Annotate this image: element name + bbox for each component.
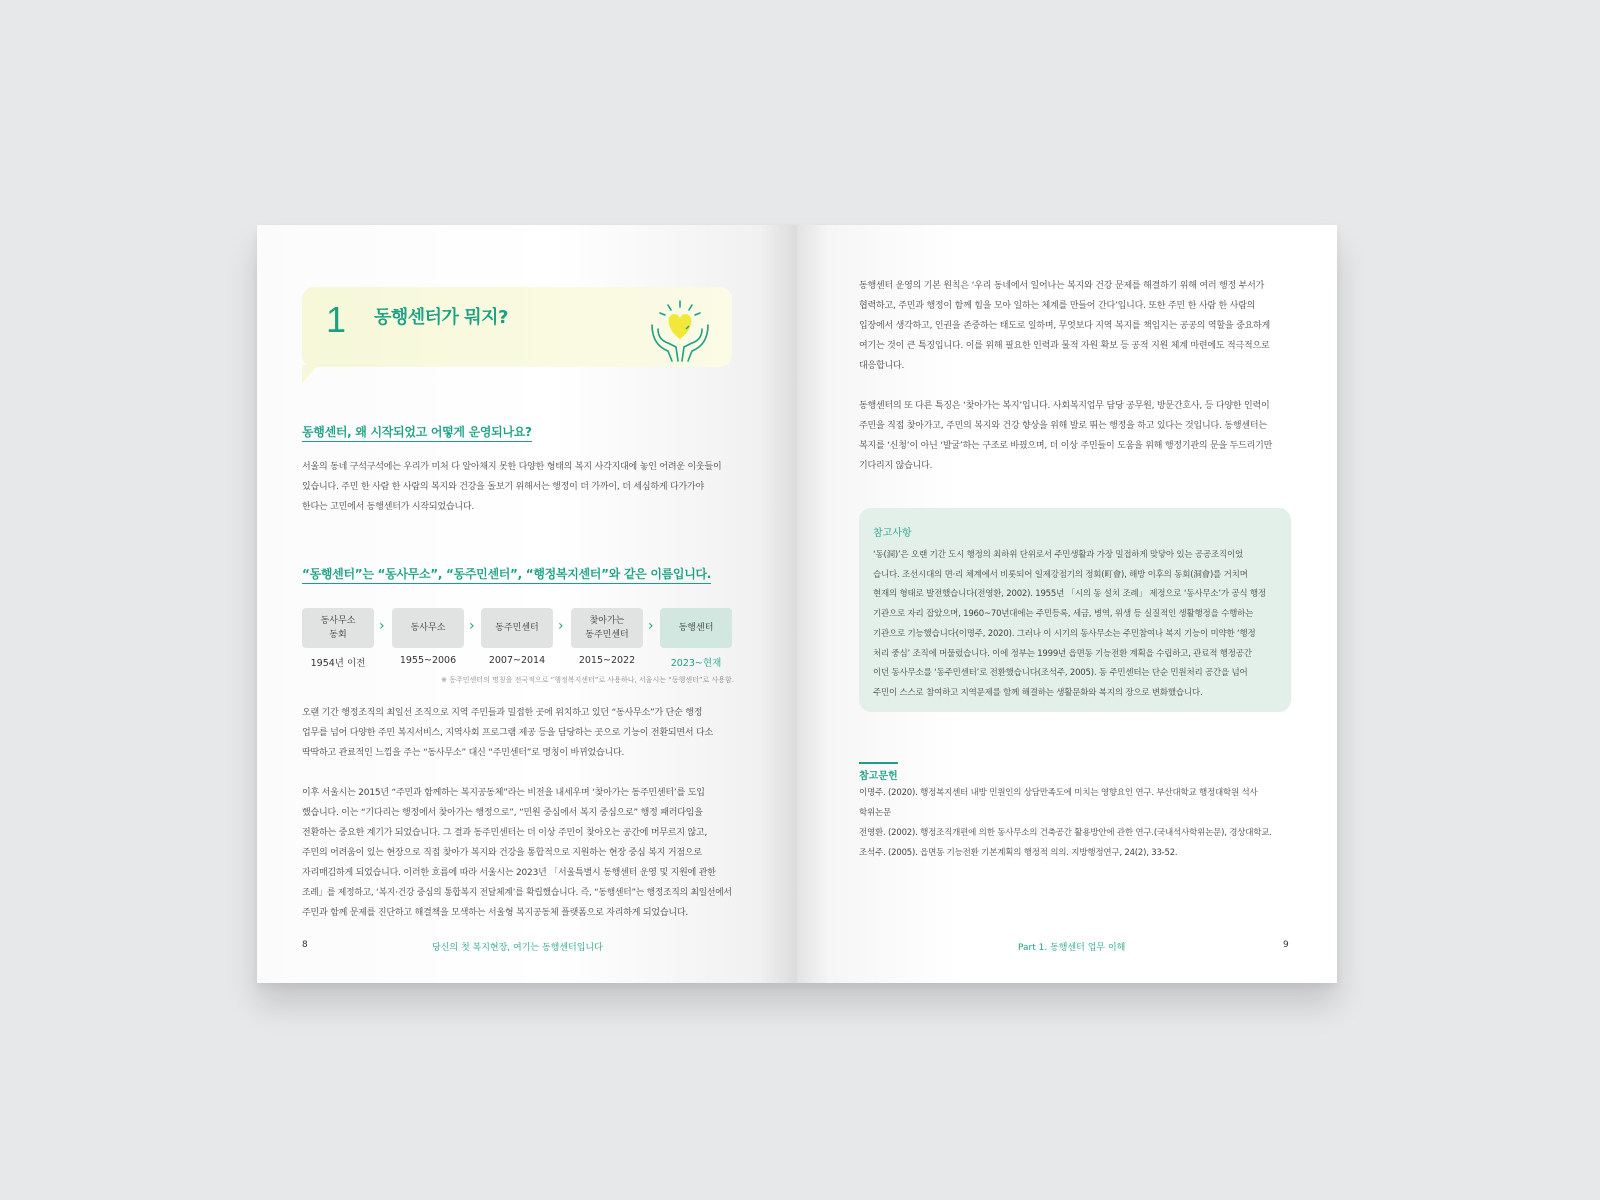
text-line: 기다리지 않습니다. (859, 461, 933, 471)
bibliography-entry: 조석주. (2005). 읍면동 기능전환 기본계획의 행정적 의의. 지방행정연구, 24(2), 33-52. (859, 848, 1178, 858)
text-line: 주민이 스스로 참여하고 지역문제를 함께 해결하는 생활문화와 복지의 장으로 변화했습니다. (873, 687, 1203, 698)
text-line: 서울의 동네 구석구석에는 우리가 미처 다 알아채지 못한 다양한 형태의 복지 사각지대에 놓인 어려운 이웃들이 (302, 462, 722, 472)
bibliography-title: 참고문헌 (859, 762, 898, 782)
text-line: 습니다. 조선시대의 면·리 체계에서 비롯되어 일제강점기의 정회(町會), 해방 이후의 동회(洞會)를 거치며 (873, 569, 1248, 580)
section1-paragraph (302, 457, 732, 517)
text-line: 대응합니다. (859, 361, 905, 371)
text-line: 오랜 기간 행정조직의 최일선 조직으로 지역 주민들과 밀접한 곳에 위치하고 있던 “동사무소”가 단순 행정 (302, 708, 703, 718)
reference-note-box (859, 508, 1291, 712)
timeline-box: 찾아가는 동주민센터 (571, 608, 643, 648)
text-line: 딱딱하고 관료적인 느낌을 주는 “동사무소” 대신 “주민센터”로 명칭이 바뀌었습니다. (302, 748, 625, 758)
chevron-right-icon: › (469, 618, 475, 634)
text-line: 복지를 ‘신청’이 아닌 ‘발굴’하는 구조로 바꿨으며, 더 이상 주민들이 도움을 위해 행정기관의 문을 두드리기만 (859, 441, 1273, 451)
right-page (797, 225, 1337, 983)
text-line: 여기는 것이 큰 특징입니다. 이를 위해 필요한 인력과 물적 자원 확보 등 공적 지원 체계 마련에도 적극적으로 (859, 341, 1270, 351)
history-paragraph-1 (302, 703, 732, 763)
timeline-footnote: ※ 동주민센터의 명칭을 전국적으로 “행정복지센터”로 사용하나, 서울시는 “동행센터”로 사용함. (441, 676, 734, 684)
principle-paragraph (859, 276, 1291, 376)
chevron-right-icon: › (648, 618, 654, 634)
text-line: 있습니다. 주민 한 사람 한 사람의 복지와 건강을 돌보기 위해서는 행정이 더 가까이, 더 세심하게 다가가야 (302, 482, 704, 492)
page-number: 8 (302, 940, 308, 950)
text-line: 입장에서 생각하고, 인권을 존중하는 태도로 일하며, 무엇보다 지역 복지를 책임지는 공공의 역할을 중요하게 (859, 321, 1270, 331)
book-spread (257, 225, 1337, 983)
chapter-header-tail (302, 365, 318, 383)
heart-hands-icon (648, 299, 712, 365)
chevron-right-icon: › (379, 618, 385, 634)
text-line: 한다는 고민에서 동행센터가 시작되었습니다. (302, 502, 475, 512)
text-line: 이던 동사무소를 ‘동주민센터’로 전환했습니다(조석주, 2005). 동 주민센터는 단순 민원처리 공간을 넘어 (873, 668, 1248, 679)
page-number: 9 (1283, 940, 1289, 950)
text-line: ‘동(洞)’은 오랜 기간 도시 행정의 최하위 단위로서 주민생활과 가장 밀접하게 맞닿아 있는 공공조직이었 (873, 550, 1244, 560)
text-line: 현재의 형태로 발전했습니다(전영환, 2002). 1955년 「시의 동 설치 조례」 제정으로 ‘동사무소’가 공식 행정 (873, 589, 1266, 600)
bibliography-entry: 이명주. (2020). 행정복지센터 내방 민원인의 상담만족도에 미치는 영향요인 연구. 부산대학교 행정대학원 석사 (859, 788, 1258, 798)
timeline-box: 동사무소 동회 (302, 608, 374, 648)
timeline-box: 동사무소 (392, 608, 464, 648)
bibliography-entry: 전영환. (2002). 행정조직개편에 의한 동사무소의 건축공간 활용방안에 관한 연구.(국내석사학위논문), 경상대학교. (859, 828, 1272, 838)
text-line: 처리 중심’ 조직에 머물렀습니다. 이에 정부는 1999년 읍면동 기능전환 계획을 수립하고, 관료적 행정공간 (873, 648, 1252, 659)
text-line: 동행센터의 또 다른 특징은 ‘찾아가는 복지’입니다. 사회복지업무 담당 공무원, 방문간호사, 등 다양한 인력이 (859, 401, 1270, 411)
chapter-number: 1 (326, 299, 347, 340)
section-heading-names: “동행센터”는 “동사무소”, “동주민센터”, “행정복지센터”와 같은 이름입니다. (302, 565, 711, 584)
history-paragraph-2 (302, 783, 732, 923)
running-title: 당신의 첫 복지현장, 여기는 동행센터입니다 (432, 943, 603, 953)
bibliography-list (859, 783, 1291, 863)
text-line: 동행센터 운영의 기본 원칙은 ‘우리 동네에서 일어나는 복지와 건강 문제를 해결하기 위해 여러 행정 부서가 (859, 281, 1265, 291)
timeline-year: 1955~2006 (399, 655, 457, 666)
section-heading-origin: 동행센터, 왜 시작되었고 어떻게 운영되나요? (302, 423, 532, 442)
timeline-year: 1954년 이전 (310, 658, 366, 669)
chapter-title: 동행센터가 뭐지? (374, 307, 508, 328)
text-line: 이후 서울시는 2015년 “주민과 함께하는 복지공동체”라는 비전을 내세우며 ‘찾아가는 동주민센터’를 도입 (302, 788, 705, 798)
timeline-box: 동주민센터 (481, 608, 553, 648)
timeline-year: 2015~2022 (578, 655, 636, 666)
timeline-box-current: 동행센터 (660, 608, 732, 648)
text-line: 업무를 넘어 다양한 주민 복지서비스, 지역사회 프로그램 제공 등을 담당하는 곳으로 기능이 전환되면서 다소 (302, 728, 713, 738)
left-page (257, 225, 797, 983)
bibliography-entry: 학위논문 (859, 808, 892, 818)
text-line: 주민의 어려움이 있는 현장으로 직접 찾아가 복지와 건강을 통합적으로 지원하는 현장 중심 복지 거점으로 (302, 848, 702, 858)
chevron-right-icon: › (558, 618, 564, 634)
reference-note-text (873, 546, 1277, 704)
text-line: 전환하는 중요한 계기가 되었습니다. 그 결과 동주민센터는 더 이상 주민이 찾아오는 공간에 머무르지 않고, (302, 828, 708, 838)
text-line: 협력하고, 주민과 행정이 함께 힘을 모아 일하는 체계를 만들어 간다’입니다. 또한 주민 한 사람 한 사람의 (859, 301, 1256, 311)
text-line: 주민을 직접 찾아가고, 주민의 복지와 건강 향상을 위해 발로 뛰는 행정을 하고 있다는 것입니다. 동행센터는 (859, 421, 1267, 431)
text-line: 주민과 함께 문제를 진단하고 해결책을 모색하는 서울형 복지공동체 플랫폼으로 자리하게 되었습니다. (302, 908, 689, 918)
timeline-year-current: 2023~현재 (670, 658, 722, 669)
reference-note-title: 참고사항 (873, 528, 912, 539)
timeline-year: 2007~2014 (488, 655, 546, 666)
chapter-header (302, 287, 732, 367)
running-title: Part 1. 동행센터 업무 이해 (1018, 943, 1126, 953)
text-line: 기관으로 자리 잡았으며, 1960~70년대에는 주민등록, 세금, 병역, 위생 등 실질적인 생활행정을 수행하는 (873, 609, 1254, 620)
text-line: 자리매김하게 되었습니다. 이러한 흐름에 따라 서울시는 2023년 「서울특별시 동행센터 운영 및 지원에 관한 (302, 868, 716, 878)
outreach-paragraph (859, 396, 1291, 476)
text-line: 조례」를 제정하고, ‘복지·건강 중심의 통합복지 전달체계’를 확립했습니다. 즉, “동행센터”는 행정조직의 최일선에서 (302, 888, 732, 898)
text-line: 했습니다. 이는 “기다리는 행정에서 찾아가는 행정으로”, “민원 중심에서 복지 중심으로” 행정 패러다임을 (302, 808, 703, 818)
text-line: 기관으로 기능했습니다(이명주, 2020). 그러나 이 시기의 동사무소는 주민참여나 복지 기능이 미약한 ‘행정 (873, 628, 1256, 639)
